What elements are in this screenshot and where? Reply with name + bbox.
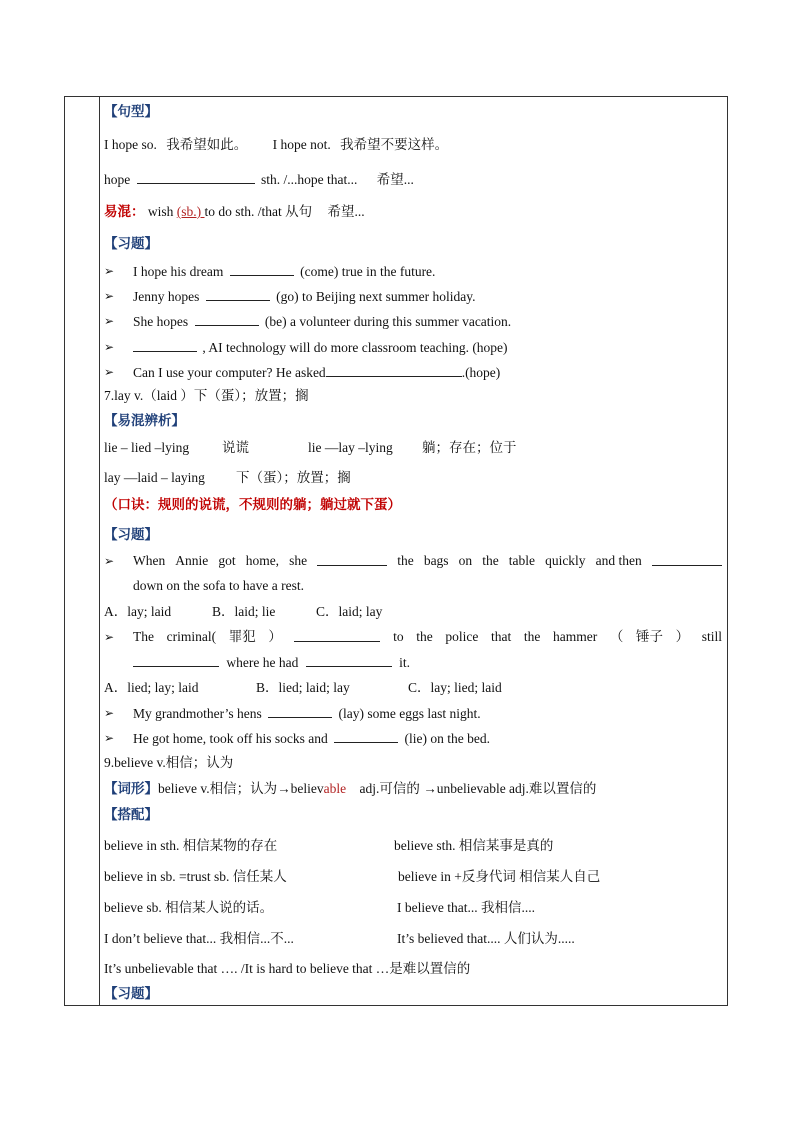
text: lie – lied –lying [104, 440, 190, 455]
fill-blank[interactable] [268, 704, 332, 718]
collocation-right: believe in +反身代词 相信某人自己 [398, 869, 601, 884]
word: table [508, 553, 535, 568]
option-c[interactable]: C．lay; lied; laid [408, 680, 502, 695]
section-heading-collocations: 【搭配】 [104, 807, 158, 823]
fill-blank[interactable] [137, 170, 255, 184]
word: criminal( [166, 629, 217, 644]
word: hammer [553, 629, 598, 644]
text: 希望... [327, 204, 365, 219]
arrow-bullet-icon: ➢ [104, 554, 115, 568]
word-entry-lay: 7.lay v.（laid ）下（蛋）；放置；搁 [104, 388, 309, 403]
word: The [133, 629, 154, 644]
item-text [133, 729, 490, 748]
text: (be) a volunteer during this summer vacation. [264, 314, 512, 329]
word: still [701, 629, 722, 644]
text: (go) to Beijing next summer holiday. [276, 289, 476, 304]
item-text [133, 704, 481, 723]
text: hope [104, 172, 131, 187]
fill-blank[interactable] [133, 338, 197, 352]
column-divider [99, 96, 100, 1006]
arrow-bullet-icon: ➢ [104, 289, 115, 303]
text: where he had [226, 655, 299, 670]
option-c[interactable]: C．laid; lay [316, 604, 383, 619]
text: lay —laid – laying [104, 470, 205, 485]
item-text [133, 363, 500, 382]
fill-blank[interactable] [195, 312, 259, 326]
section-heading-exercise-2: 【习题】 [104, 527, 158, 543]
word: quickly [545, 553, 586, 568]
text: adj.可信的 →unbelievable adj.难以置信的 [359, 781, 597, 796]
section-heading-sentence-pattern: 【句型】 [104, 104, 158, 120]
item-text [133, 312, 511, 331]
word: on [458, 553, 473, 568]
item-continuation [133, 653, 410, 672]
confusable-label: 易混： [104, 204, 145, 220]
word-entry-believe: 9.believe v.相信；认为 [104, 755, 234, 770]
word: and then [595, 553, 642, 568]
word-forms-heading: 【词形】 [104, 781, 158, 797]
item-text [133, 262, 435, 281]
text: lie —lay –lying [308, 440, 393, 455]
text: 我希望不要这样。 [340, 137, 449, 152]
arrow-bullet-icon: ➢ [104, 630, 115, 644]
item-text [133, 628, 722, 646]
exercise-item [104, 628, 722, 648]
text: My grandmother’s hens [133, 706, 262, 721]
section-heading-confusables: 【易混辨析】 [104, 413, 185, 429]
option-b[interactable]: B．lied; laid; lay [256, 680, 350, 695]
exercise-item [104, 552, 722, 572]
collocation-left: believe in sth. 相信某物的存在 [104, 838, 278, 853]
collocation-right: believe sth. 相信某事是真的 [394, 838, 554, 853]
text: (lay) some eggs last night. [338, 706, 481, 721]
pattern-line-2 [104, 170, 414, 189]
item-continuation: down on the sofa to have a rest. [133, 578, 304, 593]
word: When [133, 553, 166, 568]
highlight-suffix: able [323, 781, 347, 796]
pattern-line-1 [104, 136, 448, 154]
word-forms-line [104, 780, 596, 798]
fill-blank[interactable] [334, 729, 398, 743]
text: He got home, took off his socks and [133, 731, 328, 746]
arrow-bullet-icon: ➢ [104, 731, 115, 745]
underlined-sb: (sb.) [176, 204, 205, 219]
collocation-left: believe sb. 相信某人说的话。 [104, 900, 274, 915]
text: wish [147, 204, 174, 219]
text: (lie) on the bed. [404, 731, 490, 746]
text: 说谎 [222, 440, 249, 455]
word: got [218, 553, 236, 568]
confusable-line [104, 203, 365, 221]
text: 躺；存在；位于 [422, 440, 517, 455]
text: Jenny hopes [133, 289, 200, 304]
mnemonic: （口诀：规则的说谎，不规则的躺；躺过就下蛋） [104, 497, 401, 513]
fill-blank[interactable] [317, 552, 387, 566]
fill-blank[interactable] [133, 653, 219, 667]
collocation-left: I don’t believe that... 我相信...不... [104, 931, 294, 946]
text: I hope so. [104, 137, 157, 152]
section-heading-exercise-3: 【习题】 [104, 986, 158, 1002]
word: ） [675, 629, 690, 644]
text: to do sth. /that 从句 [204, 204, 313, 219]
collocation-left: believe in sb. =trust sb. 信任某人 [104, 869, 287, 884]
arrow-bullet-icon: ➢ [104, 706, 115, 720]
fill-blank[interactable] [306, 653, 392, 667]
fill-blank[interactable] [230, 262, 294, 276]
fill-blank[interactable] [326, 363, 462, 377]
text: Can I use your computer? He asked [133, 365, 326, 380]
text: I hope his dream [133, 264, 224, 279]
word: the [482, 553, 499, 568]
option-b[interactable]: B．laid; lie [212, 604, 276, 619]
word: （ [609, 629, 624, 644]
word: the [523, 629, 541, 644]
text: it. [399, 655, 410, 670]
word: 锤子 [635, 629, 663, 644]
collocation-right: It’s believed that.... 人们认为..... [397, 931, 575, 946]
fill-blank[interactable] [206, 287, 270, 301]
word: police [445, 629, 479, 644]
text: I hope not. [272, 137, 331, 152]
word: home, [245, 553, 280, 568]
text: 我希望如此。 [166, 137, 248, 152]
fill-blank[interactable] [652, 552, 722, 566]
word: Annie [175, 553, 209, 568]
option-a[interactable]: A．lied; lay; laid [104, 680, 199, 695]
word: that [491, 629, 512, 644]
arrow-bullet-icon: ➢ [104, 365, 115, 379]
text: 下（蛋）；放置；搁 [236, 470, 351, 485]
item-text [133, 552, 722, 570]
arrow-bullet-icon: ➢ [104, 340, 115, 354]
text: .(hope) [461, 365, 501, 380]
collocation-row: It’s unbelievable that …. /It is hard to believe that …是难以置信的 [104, 961, 471, 976]
text: believe v.相信；认为→believ [158, 781, 324, 796]
item-text [133, 287, 475, 306]
fill-blank[interactable] [294, 628, 380, 642]
text: , AI technology will do more classroom teaching. (hope) [202, 340, 508, 355]
section-heading-exercise-1: 【习题】 [104, 236, 158, 252]
word: ） [268, 629, 282, 644]
word: to [393, 629, 404, 644]
word: bags [423, 553, 449, 568]
word: the [397, 553, 414, 568]
collocation-right: I believe that... 我相信.... [397, 900, 535, 915]
option-a[interactable]: A．lay; laid [104, 604, 172, 619]
text: sth. /...hope that... [261, 172, 358, 187]
text: (come) true in the future. [300, 264, 436, 279]
item-text [133, 338, 508, 357]
arrow-bullet-icon: ➢ [104, 264, 115, 278]
text: She hopes [133, 314, 189, 329]
word: 罪犯 [228, 629, 256, 644]
text: 希望... [376, 172, 414, 187]
word: the [416, 629, 433, 644]
word: she [289, 553, 308, 568]
arrow-bullet-icon: ➢ [104, 314, 115, 328]
